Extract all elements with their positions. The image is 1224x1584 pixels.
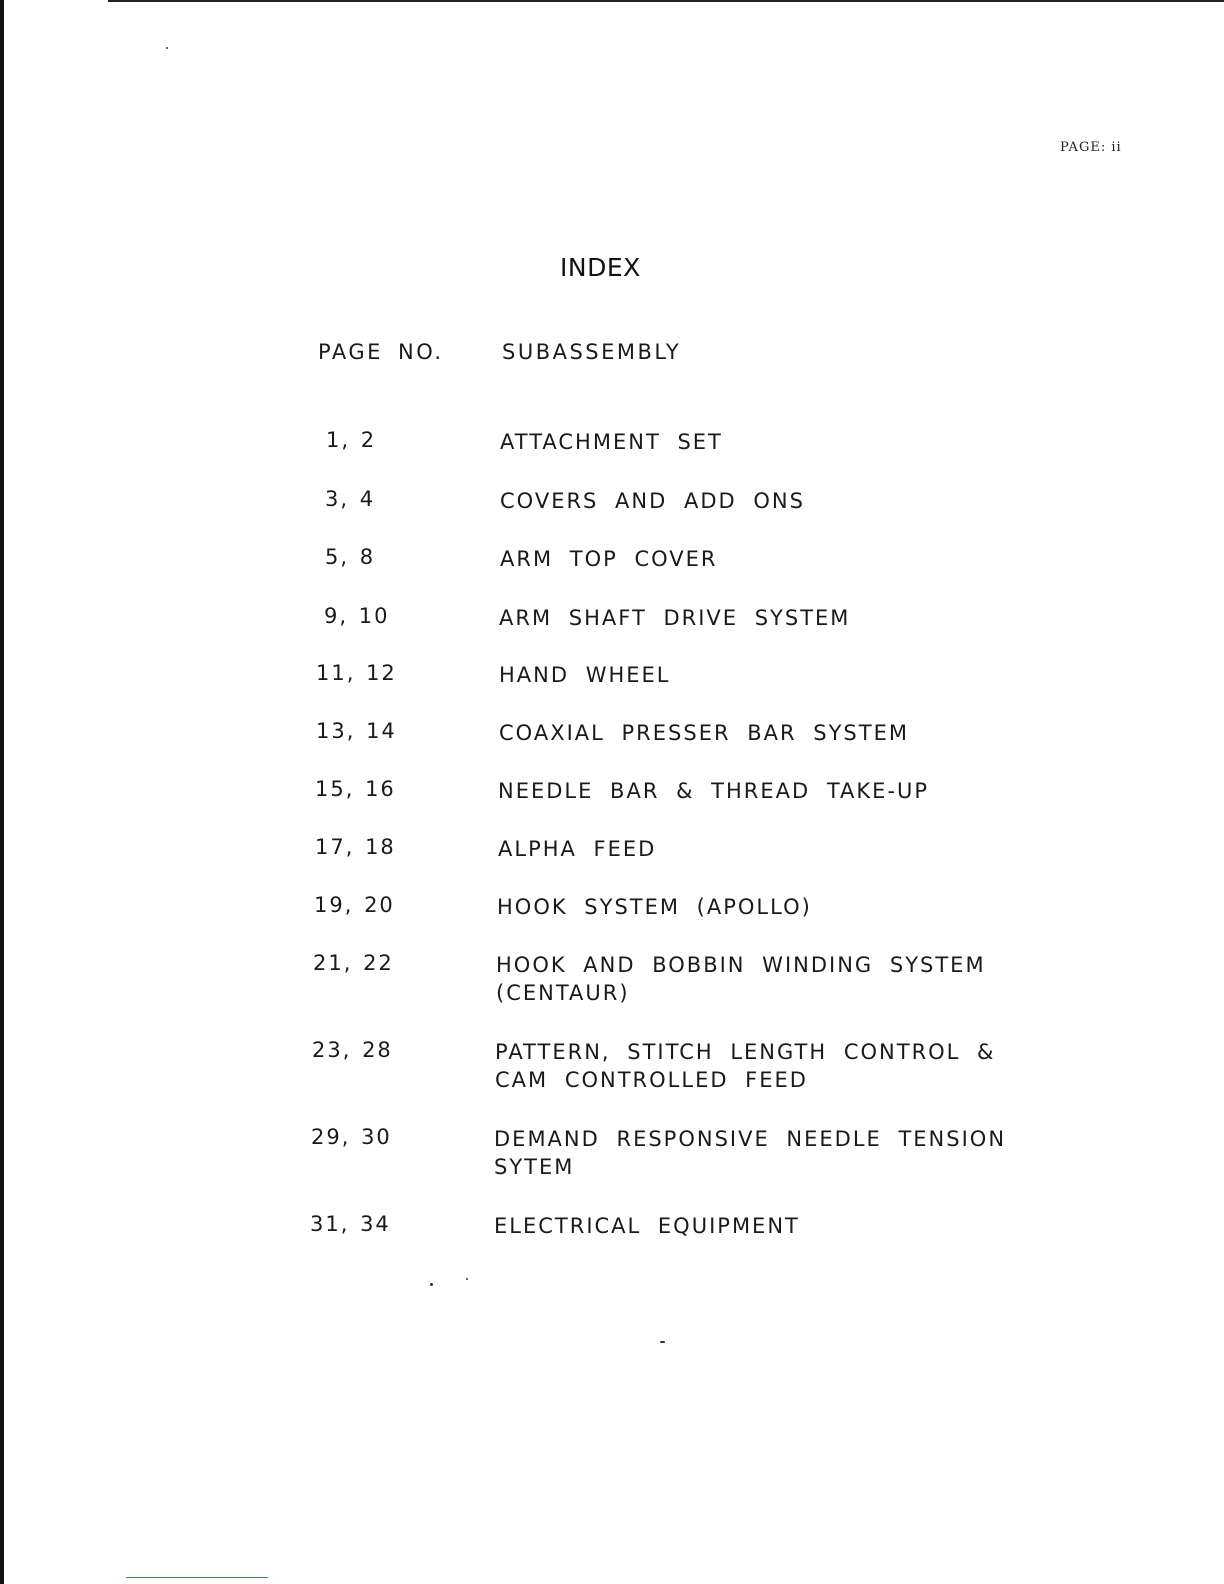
index-row-subassembly: ATTACHMENT SET [500,430,723,454]
index-row-subassembly: ELECTRICAL EQUIPMENT [494,1214,800,1238]
index-row-pages: 31, 34 [310,1212,391,1236]
page-title: INDEX [560,253,641,282]
scan-speck [166,47,168,49]
index-row-subassembly: HAND WHEEL [499,663,671,687]
scan-speck [430,1283,433,1286]
column-header-subassembly: SUBASSEMBLY [502,340,682,364]
column-header-page-no: PAGE NO. [318,340,444,364]
scan-speck [660,1341,665,1343]
index-row-subassembly: COVERS AND ADD ONS [500,489,805,513]
index-row-subassembly: NEEDLE BAR & THREAD TAKE-UP [498,779,930,803]
index-row-subassembly: HOOK AND BOBBIN WINDING SYSTEM (CENTAUR) [496,953,986,1005]
scan-edge-bottom [126,1577,268,1578]
index-row-subassembly: PATTERN, STITCH LENGTH CONTROL & CAM CONTROLLED FEED [495,1040,996,1092]
index-row-pages: 19, 20 [314,893,395,917]
index-row-subassembly: HOOK SYSTEM (APOLLO) [497,895,812,919]
scan-edge-top [108,0,1224,2]
index-row-subassembly: DEMAND RESPONSIVE NEEDLE TENSION SYTEM [494,1127,1007,1179]
index-row-subassembly: COAXIAL PRESSER BAR SYSTEM [499,721,909,745]
index-row-subassembly: ALPHA FEED [498,837,657,861]
index-row-pages: 3, 4 [325,487,376,511]
page-number-label: PAGE: ii [1060,140,1122,155]
index-row-pages: 13, 14 [316,719,397,743]
index-row-subassembly: ARM TOP COVER [500,547,718,571]
index-row-pages: 21, 22 [313,951,394,975]
index-row-pages: 15, 16 [315,777,396,801]
index-row-pages: 17, 18 [315,835,396,859]
index-row-pages: 29, 30 [311,1125,392,1149]
scan-speck [466,1278,468,1280]
index-row-pages: 11, 12 [316,661,397,685]
index-row-pages: 1, 2 [326,428,377,452]
index-row-subassembly: ARM SHAFT DRIVE SYSTEM [499,606,851,630]
index-row-pages: 9, 10 [324,604,390,628]
index-row-pages: 5, 8 [325,545,376,569]
index-row-pages: 23, 28 [312,1038,393,1062]
scan-edge-left [0,0,4,1584]
